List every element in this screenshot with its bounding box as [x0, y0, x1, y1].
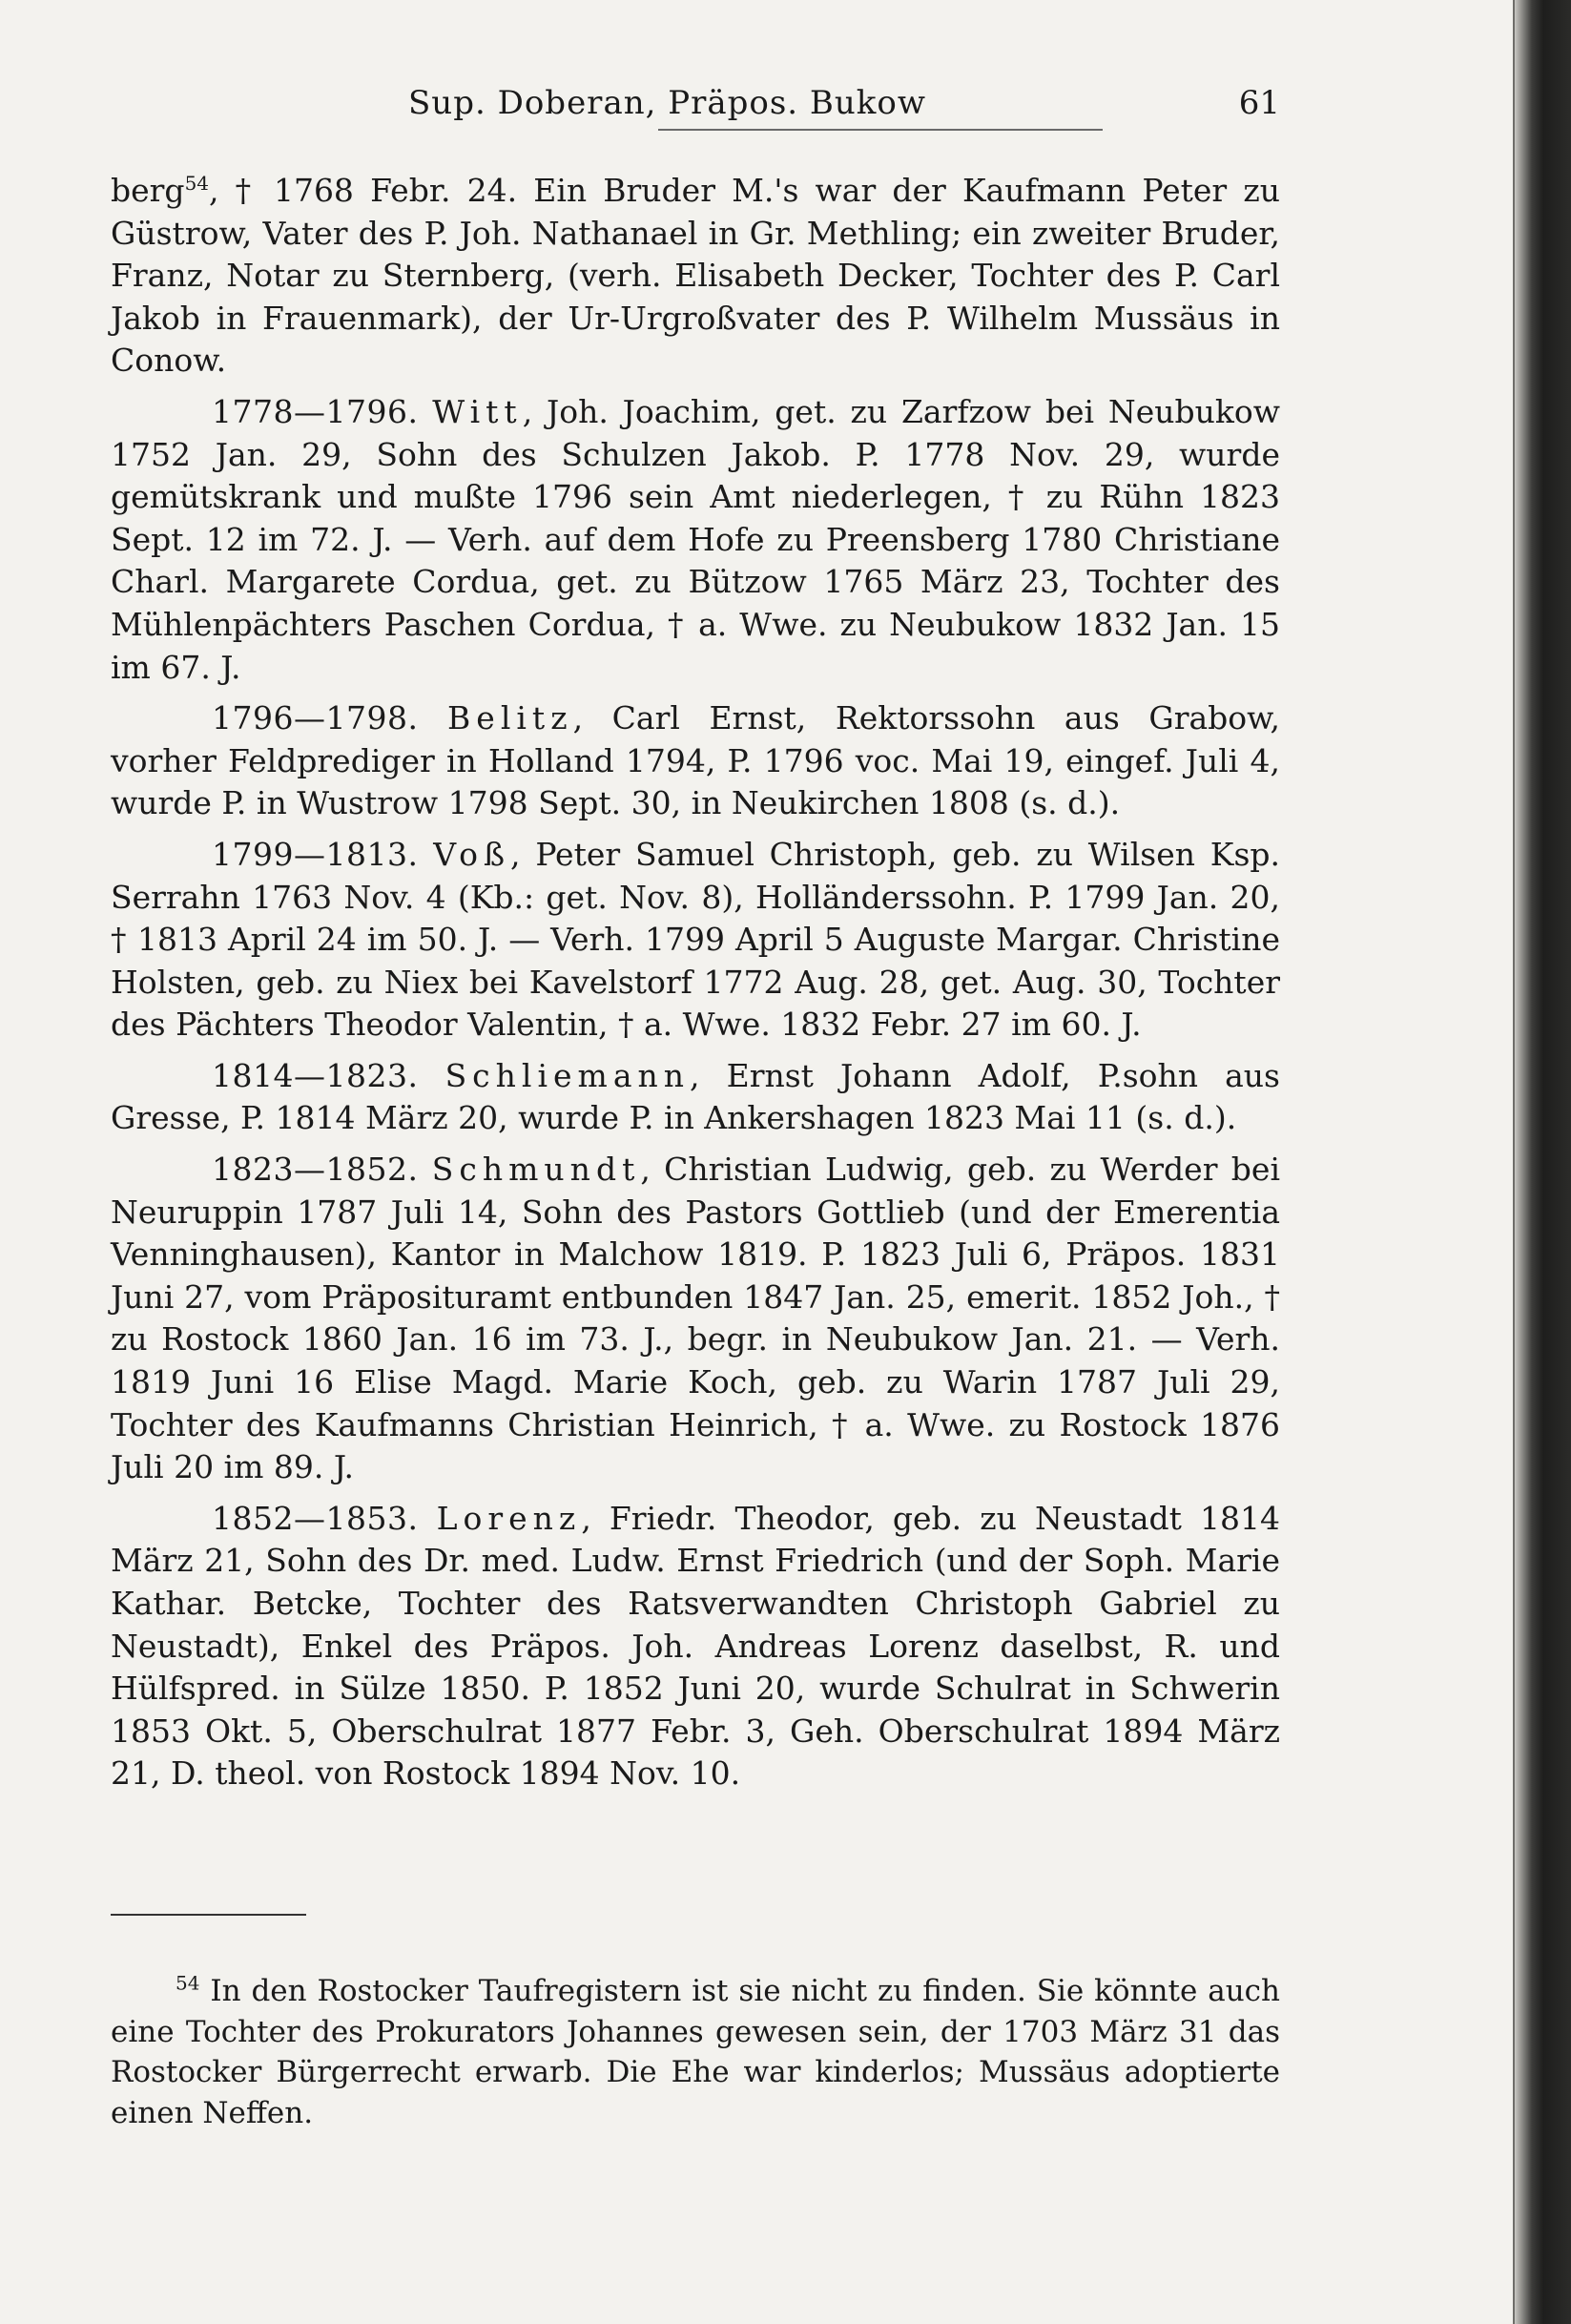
book-spine-shadow: [1515, 0, 1571, 2324]
footnote-text: In den Rostocker Taufregistern ist sie nicht zu finden. Sie könnte auch eine Tochter des Prokurators Johannes gewesen sein, der 1703 März 31 das Rostocker Bürgerrecht erwarb. Die Ehe war kinderlos; Mussäus adoptierte einen Neffen.: [111, 1974, 1280, 2130]
entry-years: 1852—1853.: [212, 1499, 419, 1537]
entry-lorenz: [111, 1498, 1280, 1795]
entry-name: Voß: [433, 835, 511, 873]
entry-name: Belitz: [447, 699, 573, 737]
page-number: 61: [1238, 84, 1280, 122]
footnote: [111, 1971, 1280, 2133]
entry-years: 1778—1796.: [212, 392, 419, 430]
entry-schliemann: [111, 1055, 1280, 1140]
entry-text: , Christian Ludwig, geb. zu Werder bei Neuruppin 1787 Juli 14, Sohn des Pastors Gottlieb (und der Emerentia Venninghausen), Kantor in Malchow 1819. P. 1823 Juli 6, Präpos. 1831 Juni 27, vom Präposituramt entbunden 1847 Jan. 25, emerit. 1852 Joh., † zu Rostock 1860 Jan. 16 im 73. J., begr. in Neubukow Jan. 21. — Verh. 1819 Juni 16 Elise Magd. Marie Koch, geb. zu Warin 1787 Juli 29, Tochter des Kaufmanns Christian Heinrich, † a. Wwe. zu Rostock 1876 Juli 20 im 89. J.: [111, 1151, 1280, 1486]
entry-text: , Peter Samuel Christoph, geb. zu Wilsen Ksp. Serrahn 1763 Nov. 4 (Kb.: get. Nov. 8), Holländerssohn. P. 1799 Jan. 20, † 1813 April 24 im 50. J. — Verh. 1799 April 5 Auguste Margar. Christine Holsten, geb. zu Niex bei Kavelstorf 1772 Aug. 28, get. Aug. 30, Tochter des Pächters Theodor Valentin, † a. Wwe. 1832 Febr. 27 im 60. J.: [111, 835, 1280, 1044]
entry-text: , Carl Ernst, Rektorssohn aus Grabow, vorher Feldprediger in Holland 1794, P. 1796 voc. Mai 19, eingef. Juli 4, wurde P. in Wustrow 1798 Sept. 30, in Neukirchen 1808 (s. d.).: [111, 699, 1280, 822]
entry-name: Witt: [432, 392, 523, 430]
entry-text: , Joh. Joachim, get. zu Zarfzow bei Neubukow 1752 Jan. 29, Sohn des Schulzen Jakob. P. 1778 Nov. 29, wurde gemütskrank und mußte 1796 sein Amt niederlegen, † zu Rühn 1823 Sept. 12 im 72. J. — Verh. auf dem Hofe zu Preensberg 1780 Christiane Charl. Margarete Cordua, get. zu Bützow 1765 März 23, Tochter des Mühlenpächters Paschen Cordua, † a. Wwe. zu Neubukow 1832 Jan. 15 im 67. J.: [111, 392, 1280, 686]
entry-name: Schmundt: [431, 1151, 641, 1189]
entry-belitz: [111, 697, 1280, 825]
footnote-reference: 54: [184, 172, 210, 195]
entry-years: 1823—1852.: [212, 1151, 419, 1189]
entry-text: , Ernst Johann Adolf, P.sohn aus Gresse, P. 1814 März 20, wurde P. in Ankershagen 1823 Mai 11 (s. d.).: [111, 1056, 1280, 1137]
running-header: [111, 78, 1280, 128]
entry-text: , Friedr. Theodor, geb. zu Neustadt 1814 März 21, Sohn des Dr. med. Ludw. Ernst Friedrich (und der Soph. Marie Kathar. Betcke, Tochter des Ratsverwandten Christoph Gabriel zu Neustadt), Enkel des Präpos. Joh. Andreas Lorenz daselbst, R. und Hülfspred. in Sülze 1850. P. 1852 Juni 20, wurde Schulrat in Schwerin 1853 Okt. 5, Oberschulrat 1877 Febr. 3, Geh. Oberschulrat 1894 März 21, D. theol. von Rostock 1894 Nov. 10.: [111, 1499, 1280, 1793]
main-text: [111, 170, 1280, 1795]
header-title: Sup. Doberan, Präpos. Bukow: [408, 84, 926, 122]
entry-years: 1799—1813.: [212, 835, 419, 873]
intro-start: berg: [111, 172, 185, 209]
intro-text: , † 1768 Febr. 24. Ein Bruder M.'s war der Kaufmann Peter zu Güstrow, Vater des P. Joh. Nathanael in Gr. Methling; ein zweiter Bruder, Franz, Notar zu Sternberg, (verh. Elisabeth Decker, Tochter des P. Carl Jakob in Frauenmark), der Ur-Urgroßvater des P. Wilhelm Mussäus in Conow.: [111, 172, 1280, 380]
entry-years: 1796—1798.: [212, 699, 419, 737]
entry-voss: [111, 834, 1280, 1047]
entry-schmundt: [111, 1149, 1280, 1489]
entry-name: Lorenz: [436, 1499, 582, 1537]
footnote-rule: [111, 1914, 306, 1916]
entry-name: Schliemann: [444, 1056, 691, 1094]
footnote-marker: 54: [176, 1971, 200, 1995]
header-rule: [658, 129, 1103, 131]
entry-witt: [111, 391, 1280, 689]
entry-years: 1814—1823.: [212, 1056, 419, 1094]
intro-paragraph: [111, 170, 1280, 383]
